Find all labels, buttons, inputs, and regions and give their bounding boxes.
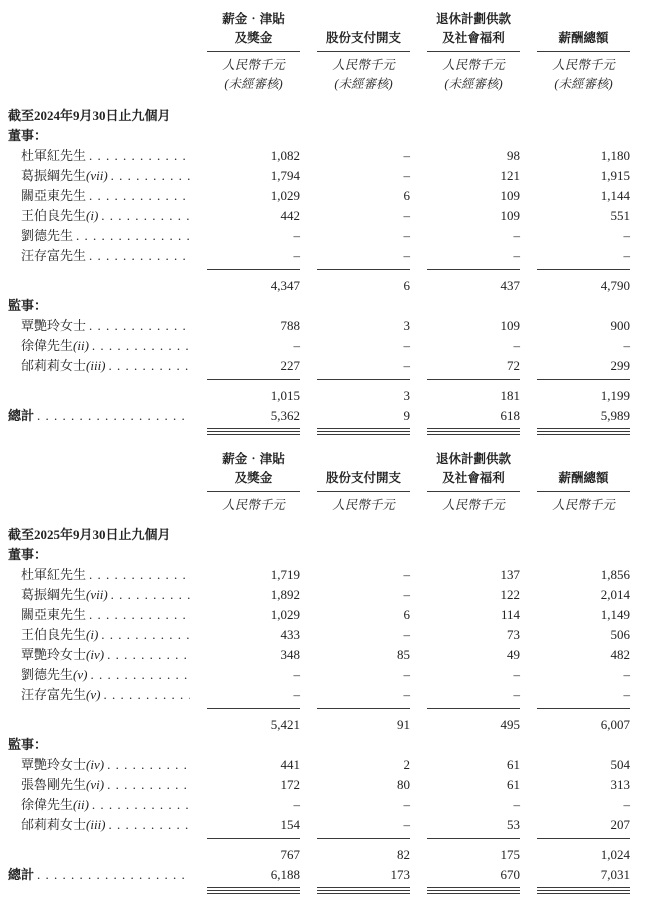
person-note: (iv) bbox=[86, 757, 105, 772]
dot-leaders bbox=[86, 565, 190, 585]
row-label bbox=[8, 645, 190, 665]
directors-section-heading: 董事： bbox=[8, 128, 48, 143]
dot-leaders bbox=[89, 795, 190, 815]
value-total-remuneration: – bbox=[537, 246, 630, 270]
value-total-remuneration: 482 bbox=[610, 647, 630, 662]
total-value: 5,989 bbox=[537, 406, 630, 429]
subtotal-value: 3 bbox=[403, 388, 410, 403]
supervisors-section-heading: 監事： bbox=[8, 298, 48, 313]
value-salary-allowances-bonus: – bbox=[293, 667, 300, 682]
row-label bbox=[8, 336, 190, 356]
dot-leaders bbox=[34, 406, 190, 426]
value-share-based-payment: 2 bbox=[403, 757, 410, 772]
col-header-line: 及獎金 bbox=[234, 31, 273, 45]
value-total-remuneration: 1,149 bbox=[600, 607, 630, 622]
row-label bbox=[8, 565, 190, 585]
value-total-remuneration: 504 bbox=[610, 757, 630, 772]
value-share-based-payment: 3 bbox=[403, 318, 410, 333]
subtotal-value: 1,199 bbox=[600, 388, 630, 403]
col-header-line: 薪金‧津貼 bbox=[222, 12, 285, 26]
col-header-line: 股份支付開支 bbox=[325, 471, 401, 485]
person-note: (ii) bbox=[73, 797, 89, 812]
unaudited-label: (未經審核) bbox=[224, 77, 283, 91]
subtotal-value: 1,015 bbox=[270, 388, 300, 403]
person-note: (vii) bbox=[86, 168, 108, 183]
person-name: 關亞東先生 bbox=[21, 607, 87, 622]
double-rule-row bbox=[8, 429, 630, 437]
table-row bbox=[8, 166, 630, 186]
value-salary-allowances-bonus: 1,029 bbox=[270, 607, 300, 622]
value-share-based-payment: – bbox=[403, 338, 410, 353]
directors-rows-2025 bbox=[8, 565, 630, 709]
row-label bbox=[8, 246, 190, 270]
double-rule bbox=[427, 890, 520, 894]
row-label bbox=[8, 356, 190, 380]
value-retirement-welfare: – bbox=[513, 228, 520, 243]
value-salary-allowances-bonus: – bbox=[207, 685, 300, 709]
total-value: 670 bbox=[427, 865, 520, 888]
dot-leaders bbox=[108, 585, 190, 605]
value-salary-allowances-bonus: 433 bbox=[280, 627, 300, 642]
value-share-based-payment: – bbox=[403, 667, 410, 682]
dot-leaders bbox=[106, 815, 190, 835]
table-row bbox=[8, 775, 630, 795]
total-label: 總計 bbox=[8, 408, 35, 423]
row-label bbox=[8, 685, 190, 709]
total-value: 618 bbox=[427, 406, 520, 429]
value-salary-allowances-bonus: – bbox=[293, 338, 300, 353]
person-note: (iii) bbox=[86, 817, 106, 832]
col-header-line: 及社會福利 bbox=[442, 31, 505, 45]
value-salary-allowances-bonus: – bbox=[293, 797, 300, 812]
table-row bbox=[8, 316, 630, 336]
supervisors-rows-2024 bbox=[8, 316, 630, 380]
table-row bbox=[8, 146, 630, 166]
total-value: 173 bbox=[317, 865, 410, 888]
table-row bbox=[8, 685, 630, 709]
col-header-line: 薪酬總額 bbox=[558, 471, 609, 485]
person-name: 覃艷玲女士 bbox=[21, 647, 87, 662]
value-total-remuneration: 1,915 bbox=[600, 168, 630, 183]
row-label bbox=[8, 166, 190, 186]
unaudited-row bbox=[8, 74, 630, 95]
person-note: (i) bbox=[86, 627, 99, 642]
col-header-line: 薪金‧津貼 bbox=[222, 452, 285, 466]
grand-total-row-2025 bbox=[8, 865, 630, 888]
col-header-line: 及獎金 bbox=[234, 471, 273, 485]
row-label bbox=[8, 665, 190, 685]
subtotal-value: 181 bbox=[500, 388, 520, 403]
value-salary-allowances-bonus: 441 bbox=[280, 757, 300, 772]
table-row bbox=[8, 645, 630, 665]
directors-subtotal-row bbox=[8, 273, 630, 296]
unit-label: 人民幣千元 bbox=[332, 58, 395, 72]
subtotal-value: 82 bbox=[397, 847, 410, 862]
directors-rows-2024 bbox=[8, 146, 630, 270]
value-share-based-payment: – bbox=[317, 356, 410, 380]
table-row bbox=[8, 625, 630, 645]
value-salary-allowances-bonus: 1,794 bbox=[270, 168, 300, 183]
value-total-remuneration: – bbox=[623, 338, 630, 353]
double-rule bbox=[537, 431, 630, 435]
unit-label: 人民幣千元 bbox=[442, 498, 505, 512]
value-salary-allowances-bonus: – bbox=[207, 246, 300, 270]
dot-leaders bbox=[34, 865, 190, 885]
value-share-based-payment: – bbox=[403, 567, 410, 582]
person-name: 汪存富先生 bbox=[21, 248, 87, 263]
subtotal-value: 1,024 bbox=[600, 847, 630, 862]
remuneration-table-2025 bbox=[8, 450, 630, 896]
col-header-salary-allowances-bonus bbox=[207, 10, 300, 52]
col-header-retirement-welfare bbox=[427, 10, 520, 52]
table-row bbox=[8, 755, 630, 775]
double-rule bbox=[537, 890, 630, 894]
unaudited-label: (未經審核) bbox=[444, 77, 503, 91]
value-salary-allowances-bonus: 442 bbox=[280, 208, 300, 223]
value-share-based-payment: 85 bbox=[397, 647, 410, 662]
total-value: 6,188 bbox=[207, 865, 300, 888]
value-total-remuneration: 1,856 bbox=[600, 567, 630, 582]
subtotal-value: 6 bbox=[403, 278, 410, 293]
value-share-based-payment: – bbox=[403, 797, 410, 812]
value-total-remuneration: – bbox=[623, 228, 630, 243]
dot-leaders bbox=[98, 625, 190, 645]
total-value: 5,362 bbox=[207, 406, 300, 429]
subtotal-value: 5,421 bbox=[270, 717, 300, 732]
person-note: (iii) bbox=[86, 358, 106, 373]
double-rule bbox=[317, 431, 410, 435]
unit-label: 人民幣千元 bbox=[442, 58, 505, 72]
period-heading-2024: 截至2024年9月30日止九個月 bbox=[8, 108, 171, 123]
value-retirement-welfare: 72 bbox=[427, 356, 520, 380]
total-value: 7,031 bbox=[537, 865, 630, 888]
person-note: (v) bbox=[86, 687, 101, 702]
unit-label: 人民幣千元 bbox=[332, 498, 395, 512]
column-header-row bbox=[8, 10, 630, 52]
table-row bbox=[8, 565, 630, 585]
dot-leaders bbox=[106, 356, 190, 376]
value-retirement-welfare: – bbox=[513, 667, 520, 682]
col-header-retirement-welfare bbox=[427, 450, 520, 492]
dot-leaders bbox=[86, 605, 190, 625]
value-retirement-welfare: 53 bbox=[427, 815, 520, 839]
person-note: (ii) bbox=[73, 338, 89, 353]
value-total-remuneration: 1,180 bbox=[600, 148, 630, 163]
col-header-total-remuneration bbox=[537, 450, 630, 492]
person-name: 葛振綱先生 bbox=[21, 587, 87, 602]
dot-leaders bbox=[100, 685, 190, 705]
subtotal-value: 91 bbox=[397, 717, 410, 732]
value-total-remuneration: – bbox=[537, 685, 630, 709]
value-retirement-welfare: 121 bbox=[500, 168, 520, 183]
supervisors-subtotal-row bbox=[8, 842, 630, 865]
supervisors-rows-2025 bbox=[8, 755, 630, 839]
person-note: (vii) bbox=[86, 587, 108, 602]
value-salary-allowances-bonus: 1,892 bbox=[270, 587, 300, 602]
value-retirement-welfare: 122 bbox=[500, 587, 520, 602]
value-retirement-welfare: 73 bbox=[507, 627, 520, 642]
currency-unit-row bbox=[8, 492, 630, 514]
unit-label: 人民幣千元 bbox=[552, 498, 615, 512]
value-share-based-payment: – bbox=[403, 168, 410, 183]
value-share-based-payment: – bbox=[317, 246, 410, 270]
table-row bbox=[8, 226, 630, 246]
remuneration-table-2024 bbox=[8, 10, 630, 437]
dot-leaders bbox=[98, 206, 190, 226]
person-note: (vi) bbox=[86, 777, 105, 792]
value-salary-allowances-bonus: 1,082 bbox=[270, 148, 300, 163]
col-header-line: 退休計劃供款 bbox=[435, 452, 511, 466]
unaudited-label: (未經審核) bbox=[554, 77, 613, 91]
row-label bbox=[8, 186, 190, 206]
value-total-remuneration: 551 bbox=[610, 208, 630, 223]
value-total-remuneration: – bbox=[623, 667, 630, 682]
value-share-based-payment: 6 bbox=[403, 188, 410, 203]
column-header-row bbox=[8, 450, 630, 492]
row-label bbox=[8, 605, 190, 625]
person-name: 葛振綱先生 bbox=[21, 168, 87, 183]
value-retirement-welfare: 109 bbox=[500, 318, 520, 333]
value-retirement-welfare: 49 bbox=[507, 647, 520, 662]
subtotal-value: 4,790 bbox=[600, 278, 630, 293]
person-note: (iv) bbox=[86, 647, 105, 662]
dot-leaders bbox=[86, 246, 190, 266]
table-row bbox=[8, 246, 630, 270]
total-label: 總計 bbox=[8, 867, 35, 882]
unaudited-label: (未經審核) bbox=[334, 77, 393, 91]
unit-label: 人民幣千元 bbox=[222, 58, 285, 72]
unit-label: 人民幣千元 bbox=[222, 498, 285, 512]
value-salary-allowances-bonus: 154 bbox=[207, 815, 300, 839]
double-rule-row bbox=[8, 888, 630, 896]
row-label bbox=[8, 775, 190, 795]
value-salary-allowances-bonus: 788 bbox=[280, 318, 300, 333]
value-retirement-welfare: 61 bbox=[507, 777, 520, 792]
double-rule bbox=[427, 431, 520, 435]
value-retirement-welfare: 109 bbox=[500, 188, 520, 203]
person-name: 王伯良先生 bbox=[21, 208, 87, 223]
value-retirement-welfare: – bbox=[513, 797, 520, 812]
person-note: (v) bbox=[73, 667, 88, 682]
value-salary-allowances-bonus: – bbox=[293, 228, 300, 243]
col-header-line: 股份支付開支 bbox=[325, 31, 401, 45]
row-label bbox=[8, 755, 190, 775]
value-share-based-payment: – bbox=[317, 685, 410, 709]
value-retirement-welfare: 98 bbox=[507, 148, 520, 163]
subtotal-value: 4,347 bbox=[270, 278, 300, 293]
person-name: 徐偉先生 bbox=[21, 338, 74, 353]
col-header-total-remuneration bbox=[537, 10, 630, 52]
col-header-line: 薪酬總額 bbox=[558, 31, 609, 45]
table-row bbox=[8, 815, 630, 839]
subtotal-value: 767 bbox=[280, 847, 300, 862]
col-header-share-based-payment bbox=[317, 450, 410, 492]
person-name: 張魯剛先生 bbox=[21, 777, 87, 792]
value-share-based-payment: – bbox=[403, 587, 410, 602]
supervisors-subtotal-row bbox=[8, 383, 630, 406]
person-name: 杜軍紅先生 bbox=[21, 148, 87, 163]
dot-leaders bbox=[86, 186, 190, 206]
total-value: 9 bbox=[317, 406, 410, 429]
directors-subtotal-row bbox=[8, 712, 630, 735]
dot-leaders bbox=[108, 166, 190, 186]
value-salary-allowances-bonus: 227 bbox=[207, 356, 300, 380]
value-retirement-welfare: – bbox=[513, 338, 520, 353]
subtotal-value: 437 bbox=[500, 278, 520, 293]
person-name: 徐偉先生 bbox=[21, 797, 74, 812]
value-retirement-welfare: 114 bbox=[500, 607, 520, 622]
col-header-line: 及社會福利 bbox=[442, 471, 505, 485]
person-name: 邰莉莉女士 bbox=[21, 817, 87, 832]
table-row bbox=[8, 665, 630, 685]
value-total-remuneration: 313 bbox=[610, 777, 630, 792]
col-header-salary-allowances-bonus bbox=[207, 450, 300, 492]
unit-label: 人民幣千元 bbox=[552, 58, 615, 72]
value-salary-allowances-bonus: 1,029 bbox=[270, 188, 300, 203]
double-rule bbox=[207, 431, 300, 435]
row-label bbox=[8, 206, 190, 226]
value-share-based-payment: – bbox=[403, 148, 410, 163]
subtotal-value: 6,007 bbox=[600, 717, 630, 732]
value-share-based-payment: – bbox=[403, 208, 410, 223]
table-row bbox=[8, 356, 630, 380]
table-row bbox=[8, 795, 630, 815]
value-total-remuneration: 1,144 bbox=[600, 188, 630, 203]
table-row bbox=[8, 585, 630, 605]
value-share-based-payment: – bbox=[317, 815, 410, 839]
currency-unit-row bbox=[8, 52, 630, 74]
dot-leaders bbox=[104, 755, 190, 775]
value-salary-allowances-bonus: 1,719 bbox=[270, 567, 300, 582]
value-total-remuneration: 299 bbox=[537, 356, 630, 380]
value-total-remuneration: 506 bbox=[610, 627, 630, 642]
col-header-line: 退休計劃供款 bbox=[435, 12, 511, 26]
value-retirement-welfare: 109 bbox=[500, 208, 520, 223]
person-name: 劉德先生 bbox=[21, 667, 74, 682]
dot-leaders bbox=[73, 226, 190, 246]
person-name: 關亞東先生 bbox=[21, 188, 87, 203]
table-row bbox=[8, 206, 630, 226]
value-total-remuneration: – bbox=[623, 797, 630, 812]
double-rule bbox=[207, 890, 300, 894]
subtotal-value: 495 bbox=[500, 717, 520, 732]
row-label bbox=[8, 226, 190, 246]
dot-leaders bbox=[86, 146, 190, 166]
row-label bbox=[8, 146, 190, 166]
value-share-based-payment: – bbox=[403, 627, 410, 642]
value-total-remuneration: 2,014 bbox=[600, 587, 630, 602]
person-name: 邰莉莉女士 bbox=[21, 358, 87, 373]
table-row bbox=[8, 605, 630, 625]
value-retirement-welfare: – bbox=[427, 246, 520, 270]
row-label bbox=[8, 625, 190, 645]
person-name: 覃艷玲女士 bbox=[21, 318, 87, 333]
value-share-based-payment: 6 bbox=[403, 607, 410, 622]
value-total-remuneration: 207 bbox=[537, 815, 630, 839]
row-label bbox=[8, 585, 190, 605]
row-label bbox=[8, 316, 190, 336]
value-total-remuneration: 900 bbox=[610, 318, 630, 333]
value-salary-allowances-bonus: 172 bbox=[280, 777, 300, 792]
dot-leaders bbox=[89, 336, 190, 356]
value-retirement-welfare: – bbox=[427, 685, 520, 709]
dot-leaders bbox=[86, 316, 190, 336]
subtotal-value: 175 bbox=[500, 847, 520, 862]
person-name: 王伯良先生 bbox=[21, 627, 87, 642]
value-retirement-welfare: 137 bbox=[500, 567, 520, 582]
dot-leaders bbox=[104, 645, 190, 665]
person-note: (i) bbox=[86, 208, 99, 223]
dot-leaders bbox=[104, 775, 190, 795]
table-row bbox=[8, 336, 630, 356]
table-row bbox=[8, 186, 630, 206]
value-share-based-payment: 80 bbox=[397, 777, 410, 792]
person-name: 劉德先生 bbox=[21, 228, 74, 243]
supervisors-section-heading: 監事： bbox=[8, 737, 48, 752]
double-rule bbox=[317, 890, 410, 894]
col-header-share-based-payment bbox=[317, 10, 410, 52]
value-share-based-payment: – bbox=[403, 228, 410, 243]
dot-leaders bbox=[87, 665, 190, 685]
row-label bbox=[8, 795, 190, 815]
person-name: 覃艷玲女士 bbox=[21, 757, 87, 772]
value-salary-allowances-bonus: 348 bbox=[280, 647, 300, 662]
row-label bbox=[8, 815, 190, 839]
grand-total-row-2024 bbox=[8, 406, 630, 429]
person-name: 杜軍紅先生 bbox=[21, 567, 87, 582]
value-retirement-welfare: 61 bbox=[507, 757, 520, 772]
person-name: 汪存富先生 bbox=[21, 687, 87, 702]
directors-section-heading: 董事： bbox=[8, 547, 48, 562]
period-heading-2025: 截至2025年9月30日止九個月 bbox=[8, 527, 171, 542]
